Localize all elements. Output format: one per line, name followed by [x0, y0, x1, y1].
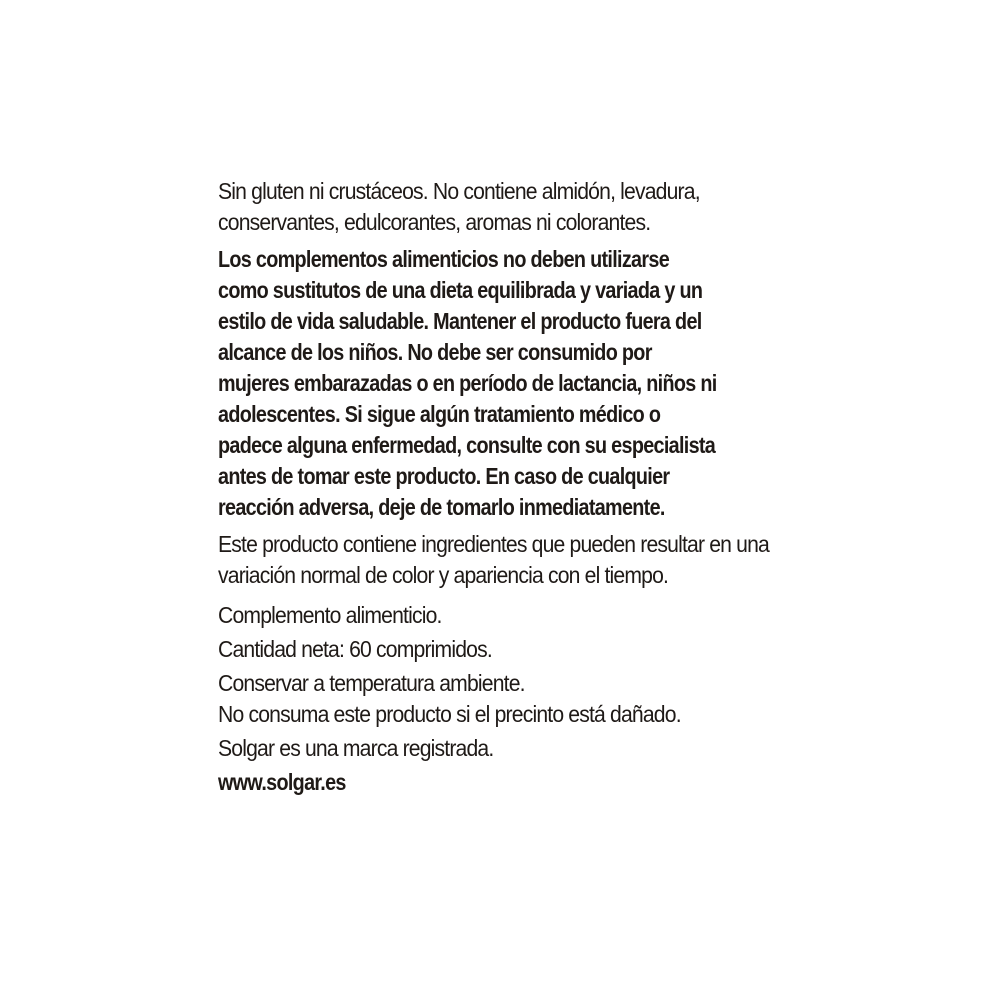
warning-line: alcance de los niños. No debe ser consumido por [218, 339, 652, 365]
warning-line: mujeres embarazadas o en período de lactancia, niños ni [218, 370, 717, 396]
warning-line: como sustitutos de una dieta equilibrada y variada y un [218, 277, 703, 303]
safety-warning [218, 244, 818, 523]
allergen-statement [218, 176, 818, 238]
storage-line: No consuma este producto si el precinto está dañado. [218, 701, 681, 727]
storage-line: Conservar a temperatura ambiente. [218, 670, 525, 696]
supplement-line: Complemento alimenticio. [218, 602, 442, 628]
website [218, 767, 818, 798]
warning-line: estilo de vida saludable. Mantener el producto fuera del [218, 308, 702, 334]
warning-line: adolescentes. Si sigue algún tratamiento médico o [218, 401, 661, 427]
label-text-panel [218, 176, 818, 798]
trademark-notice [218, 733, 818, 764]
net-quantity [218, 634, 818, 665]
allergen-line: conservantes, edulcorantes, aromas ni colorantes. [218, 209, 651, 235]
brand-line: Solgar es una marca registrada. [218, 735, 494, 761]
warning-line: antes de tomar este producto. En caso de cualquier [218, 463, 670, 489]
product-type [218, 600, 818, 631]
website-url: www.solgar.es [218, 769, 346, 795]
quantity-line: Cantidad neta: 60 comprimidos. [218, 636, 492, 662]
warning-line: reacción adversa, deje de tomarlo inmediatamente. [218, 494, 665, 520]
variation-line: Este producto contiene ingredientes que pueden resultar en una [218, 531, 769, 557]
allergen-line: Sin gluten ni crustáceos. No contiene almidón, levadura, [218, 178, 700, 204]
storage-instructions [218, 668, 818, 730]
warning-line: Los complementos alimenticios no deben utilizarse [218, 246, 670, 272]
color-variation-note [218, 529, 818, 591]
warning-line: padece alguna enfermedad, consulte con su especialista [218, 432, 716, 458]
variation-line: variación normal de color y apariencia con el tiempo. [218, 562, 669, 588]
